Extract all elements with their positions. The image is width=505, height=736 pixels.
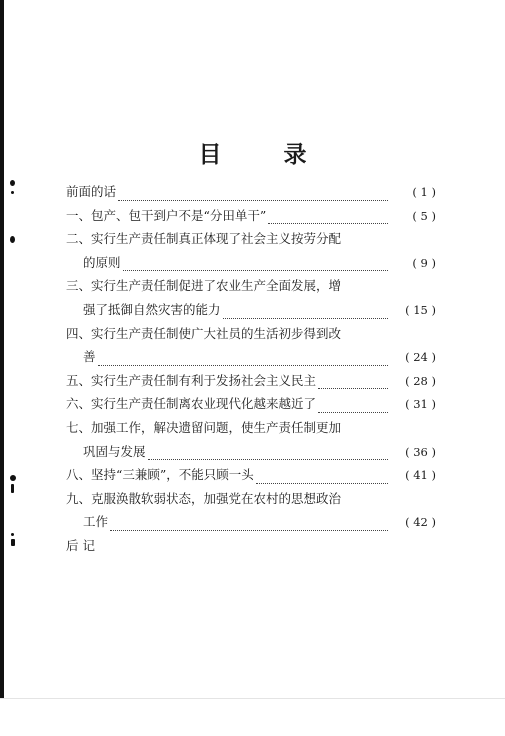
- toc-entry-continuation[interactable]: [66, 440, 436, 464]
- toc-entry[interactable]: [66, 487, 436, 511]
- toc-entry-text: 一、包产、包干到户不是“分田单干”: [66, 207, 267, 223]
- page-title: [0, 136, 505, 169]
- title-char: 目: [198, 141, 222, 168]
- table-of-contents: [66, 180, 436, 558]
- toc-page-number: ( 1 ): [412, 185, 436, 199]
- toc-entry[interactable]: [66, 463, 436, 487]
- toc-page-number: ( 5 ): [412, 208, 436, 223]
- leader-dots: [98, 364, 388, 366]
- leader-dots: [256, 482, 388, 484]
- ink-mark: [11, 191, 14, 194]
- toc-entry-continuation[interactable]: [66, 345, 436, 369]
- toc-entry-text: 六、实行生产责任制离农业现代化越来越近了: [66, 396, 317, 412]
- toc-entry-text: 善: [83, 349, 96, 365]
- toc-entry[interactable]: [66, 416, 436, 440]
- toc-page-number: ( 31 ): [405, 397, 436, 412]
- toc-entry-text: 四、实行生产责任制使广大社员的生活初步得到改: [66, 325, 342, 341]
- page-bottom-edge: [0, 698, 505, 736]
- toc-entry-text: 的原则: [83, 254, 121, 270]
- toc-entry-text: 九、克服涣散软弱状态，加强党在农村的思想政治: [66, 490, 342, 506]
- leader-dots: [148, 458, 388, 460]
- toc-entry-text: 五、实行生产责任制有利于发扬社会主义民主: [66, 372, 317, 388]
- title-char: 录: [283, 141, 307, 168]
- toc-page-number: ( 9 ): [412, 255, 436, 270]
- leader-dots: [318, 411, 388, 413]
- toc-page-number: ( 24 ): [405, 350, 436, 365]
- toc-entry-text: 巩固与发展: [83, 443, 146, 459]
- toc-entry[interactable]: [66, 274, 436, 298]
- toc-entry-text: 工作: [83, 514, 109, 530]
- toc-entry-text: 强了抵御自然灾害的能力: [83, 301, 221, 317]
- toc-page-number: ( 36 ): [405, 444, 436, 459]
- toc-entry[interactable]: [66, 227, 436, 251]
- ink-mark: [11, 533, 14, 536]
- toc-entry-continuation[interactable]: [66, 510, 436, 534]
- toc-entry-continuation[interactable]: [66, 298, 436, 322]
- ink-mark: [10, 236, 15, 243]
- ink-mark: [10, 180, 15, 186]
- leader-dots: [318, 387, 388, 389]
- leader-dots: [223, 317, 388, 319]
- toc-page-number: ( 28 ): [405, 373, 436, 388]
- toc-entry-text: 二、实行生产责任制真正体现了社会主义按劳分配: [66, 231, 342, 247]
- toc-entry[interactable]: [66, 392, 436, 416]
- leader-dots: [268, 222, 388, 224]
- toc-entry[interactable]: [66, 204, 436, 228]
- leader-dots: [123, 269, 388, 271]
- toc-entry[interactable]: [66, 322, 436, 346]
- toc-entry-text: 后 记: [66, 537, 95, 553]
- toc-entry[interactable]: [66, 369, 436, 393]
- toc-entry-text: 七、加强工作，解决遗留问题，使生产责任制更加: [66, 419, 342, 435]
- page-edge-shadow: [0, 0, 4, 736]
- ink-mark: [11, 539, 15, 546]
- ink-mark: [11, 484, 14, 493]
- leader-dots: [110, 529, 388, 531]
- toc-page-number: ( 41 ): [405, 468, 436, 483]
- toc-entry[interactable]: [66, 180, 436, 204]
- toc-entry[interactable]: [66, 534, 436, 558]
- toc-entry-text: 八、坚持“三兼顾”，不能只顾一头: [66, 467, 254, 483]
- toc-entry-text: 前面的话: [66, 184, 117, 199]
- ink-mark: [10, 475, 16, 481]
- toc-entry-continuation[interactable]: [66, 251, 436, 275]
- leader-dots: [118, 199, 388, 201]
- toc-page-number: ( 42 ): [405, 515, 436, 530]
- toc-entry-text: 三、实行生产责任制促进了农业生产全面发展，增: [66, 278, 342, 294]
- toc-page-number: ( 15 ): [405, 302, 436, 317]
